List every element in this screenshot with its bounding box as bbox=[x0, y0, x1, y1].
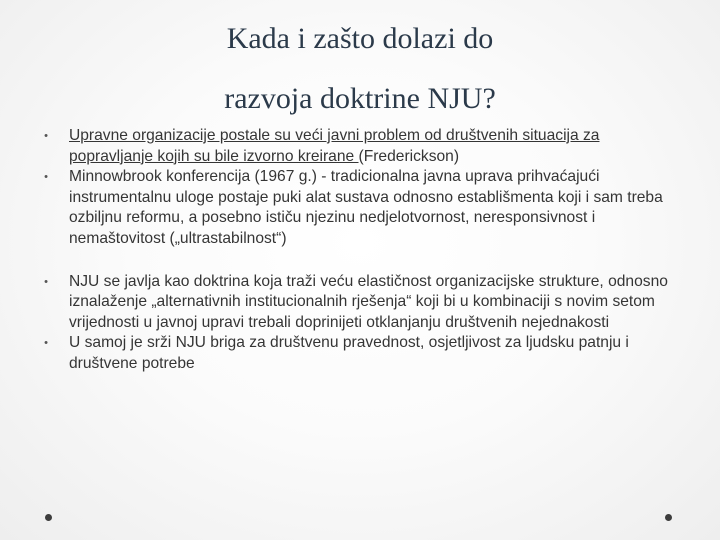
bullet-item-2 bbox=[40, 167, 680, 249]
bullet-icon: • bbox=[44, 337, 48, 350]
bullet-text-citation: (Frederickson) bbox=[358, 147, 460, 165]
bullet-item-4 bbox=[40, 333, 680, 374]
bullet-spacer bbox=[40, 250, 680, 272]
bullet-icon: • bbox=[44, 275, 48, 288]
decorative-dot-left bbox=[45, 514, 52, 521]
bullet-list bbox=[40, 126, 680, 375]
slide-title-line-2: razvoja doktrine NJU? bbox=[224, 82, 496, 115]
bullet-text: Minnowbrook konferencija (1967 g.) - tradicionalna javna uprava prihvaćajući instrumentalnu uloge postaje puki alat sustava odnosno establišmenta koji i sam treba ozbiljnu reformu, a posebno ističu njezinu nedjelotvornost, neresponsivnost i nemaštovitost („ultrastabilnost“) bbox=[69, 168, 663, 247]
bullet-icon: • bbox=[44, 171, 48, 184]
bullet-text: NJU se javlja kao doktrina koja traži veću elastičnost organizacijske strukture, odnosno iznalaženje „alternativnih institucionalnih rješenja“ koji bi u kombinaciji s novim setom vrijednosti u javnoj upravi trebali doprinijeti otklanjanju društvenih nejednakosti bbox=[69, 272, 668, 331]
slide-title-line-1: Kada i zašto dolazi do bbox=[226, 22, 494, 55]
bullet-icon: • bbox=[44, 130, 48, 142]
bullet-item-1 bbox=[40, 126, 680, 167]
bullet-text: U samoj je srži NJU briga za društvenu pravednost, osjetljivost za ljudsku patnju i društvene potrebe bbox=[69, 334, 629, 372]
decorative-dot-right bbox=[665, 514, 672, 521]
bullet-text-underlined: Upravne organizacije postale su veći javni problem od društvenih situacija za popravljanje kojih su bile izvorno kreirane bbox=[69, 127, 600, 165]
bullet-item-3 bbox=[40, 272, 680, 334]
